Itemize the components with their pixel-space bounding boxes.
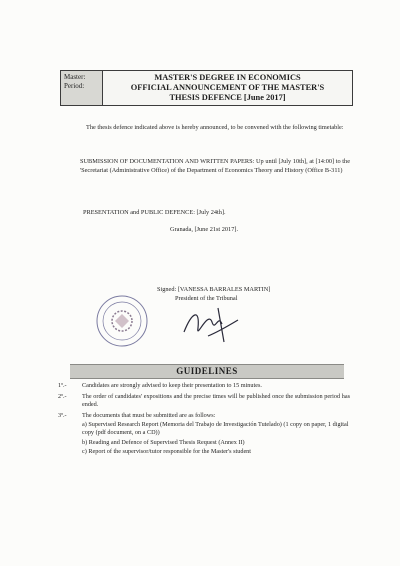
title-line-1: MASTER'S DEGREE IN ECONOMICS [154,73,301,82]
guideline-subitem: c) Report of the supervisor/tutor responsible for the Master's student [82,448,251,455]
guideline-number: 2º.- [58,393,67,400]
guideline-item [58,382,350,390]
header-title [103,71,352,105]
handwritten-signature-icon [178,302,242,346]
period-label: Period: [64,82,85,90]
guideline-text: The order of candidates' expositions and the precise times will be published once the submission period has ended. [82,393,350,409]
official-stamp-icon [95,294,149,348]
guideline-item [58,393,350,409]
presentation-paragraph: PRESENTATION and PUBLIC DEFENCE: [July 24th]. [83,209,226,216]
guideline-item [58,412,350,420]
title-line-3: THESIS DEFENCE [June 2017] [169,93,286,102]
guidelines-heading: GUIDELINES [70,364,344,379]
master-label: Master: [64,73,86,81]
guideline-text: The documents that must be submitted are as follows: [82,412,216,419]
submission-paragraph: SUBMISSION OF DOCUMENTATION AND WRITTEN PAPERS: Up until [July 10th], at [14:00] to the 'Secretariat (Administrative Office) of the Department of Economics Theory and History (Office B-311) [80,158,350,174]
signed-line: Signed: [VANESSA BARRALES MARTIN] [157,286,271,293]
signatory-role: President of the Tribunal [175,295,238,302]
guideline-subitem: a) Supervised Research Report (Memoria del Trabajo de Investigación Tutelado) (1 copy on paper, 1 digital copy (pdf document, on a CD)) [82,421,349,437]
place-date: Granada, [June 21st 2017]. [170,226,239,233]
header-table [60,70,353,106]
guideline-text: Candidates are strongly advised to keep their presentation to 15 minutes. [82,382,262,389]
header-labels [61,71,103,105]
guideline-number: 1º.- [58,382,67,389]
guideline-number: 3º.- [58,412,67,419]
title-line-2: OFFICIAL ANNOUNCEMENT OF THE MASTER'S [130,83,325,92]
intro-paragraph: The thesis defence indicated above is hereby announced, to be convened with the following timetable: [86,124,344,131]
guideline-subitem: b) Reading and Defence of Supervised Thesis Request (Annex II) [82,439,245,446]
